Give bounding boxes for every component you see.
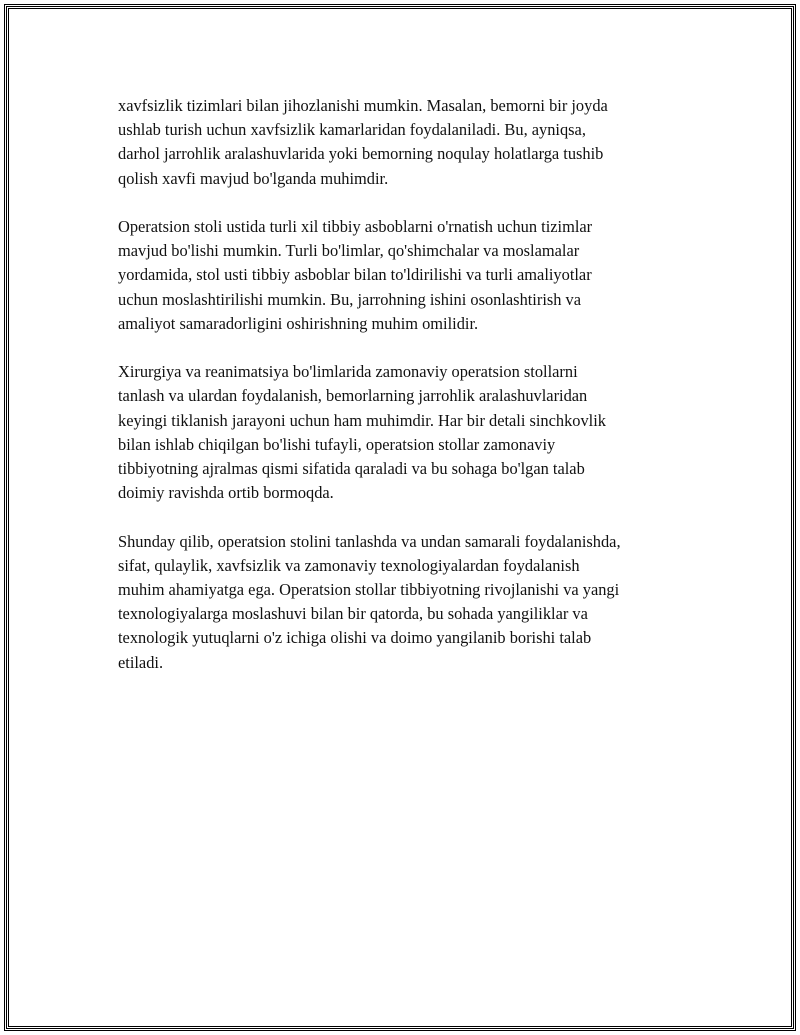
text-line: tibbiyotning ajralmas qismi sifatida qaraladi va bu sohaga bo'lgan talab bbox=[118, 459, 585, 479]
text-line: texnologiyalarga moslashuvi bilan bir qatorda, bu sohada yangiliklar va bbox=[118, 604, 588, 624]
paragraph-conclusion bbox=[118, 530, 690, 675]
paragraph-instrument-mounting bbox=[118, 215, 690, 336]
text-line: darhol jarrohlik aralashuvlarida yoki bemorning noqulay holatlarga tushib bbox=[118, 144, 604, 164]
text-line: qolish xavfi mavjud bo'lganda muhimdir. bbox=[118, 168, 389, 188]
text-line: doimiy ravishda ortib bormoqda. bbox=[118, 483, 334, 503]
text-line: xavfsizlik tizimlari bilan jihozlanishi mumkin. Masalan, bemorni bir joyda bbox=[118, 96, 608, 115]
text-line: keyingi tiklanish jarayoni uchun ham muhimdir. Har bir detali sinchkovlik bbox=[118, 410, 606, 430]
text-line: Shunday qilib, operatsion stolini tanlashda va undan samarali foydalanishda, bbox=[118, 531, 621, 551]
text-line: tanlash va ulardan foydalanish, bemorlarning jarrohlik aralashuvlaridan bbox=[118, 386, 588, 406]
text-line: yordamida, stol usti tibbiy asboblar bilan to'ldirilishi va turli amaliyotlar bbox=[118, 265, 592, 285]
text-line: muhim ahamiyatga ega. Operatsion stollar tibbiyotning rivojlanishi va yangi bbox=[118, 580, 620, 600]
text-line: bilan ishlab chiqilgan bo'lishi tufayli, operatsion stollar zamonaviy bbox=[118, 434, 556, 454]
text-line: sifat, qulaylik, xavfsizlik va zamonaviy texnologiyalardan foydalanish bbox=[118, 555, 580, 575]
text-line: Operatsion stoli ustida turli xil tibbiy asboblarni o'rnatish uchun tizimlar bbox=[118, 217, 593, 236]
document-body bbox=[118, 94, 690, 699]
text-line: uchun moslashtirilishi mumkin. Bu, jarrohning ishini osonlashtirish va bbox=[118, 289, 582, 309]
text-line: etiladi. bbox=[118, 652, 164, 672]
paragraph-surgery-departments bbox=[118, 360, 690, 505]
text-line: amaliyot samaradorligini oshirishning muhim omilidir. bbox=[118, 313, 479, 333]
text-line: Xirurgiya va reanimatsiya bo'limlarida zamonaviy operatsion stollarni bbox=[118, 362, 578, 382]
text-line: ushlab turish uchun xavfsizlik kamarlaridan foydalaniladi. Bu, ayniqsa, bbox=[118, 120, 586, 140]
text-line: mavjud bo'lishi mumkin. Turli bo'limlar, qo'shimchalar va moslamalar bbox=[118, 241, 580, 261]
paragraph-safety-systems bbox=[118, 94, 690, 191]
text-line: texnologik yutuqlarni o'z ichiga olishi va doimo yangilanib borishi talab bbox=[118, 628, 592, 648]
